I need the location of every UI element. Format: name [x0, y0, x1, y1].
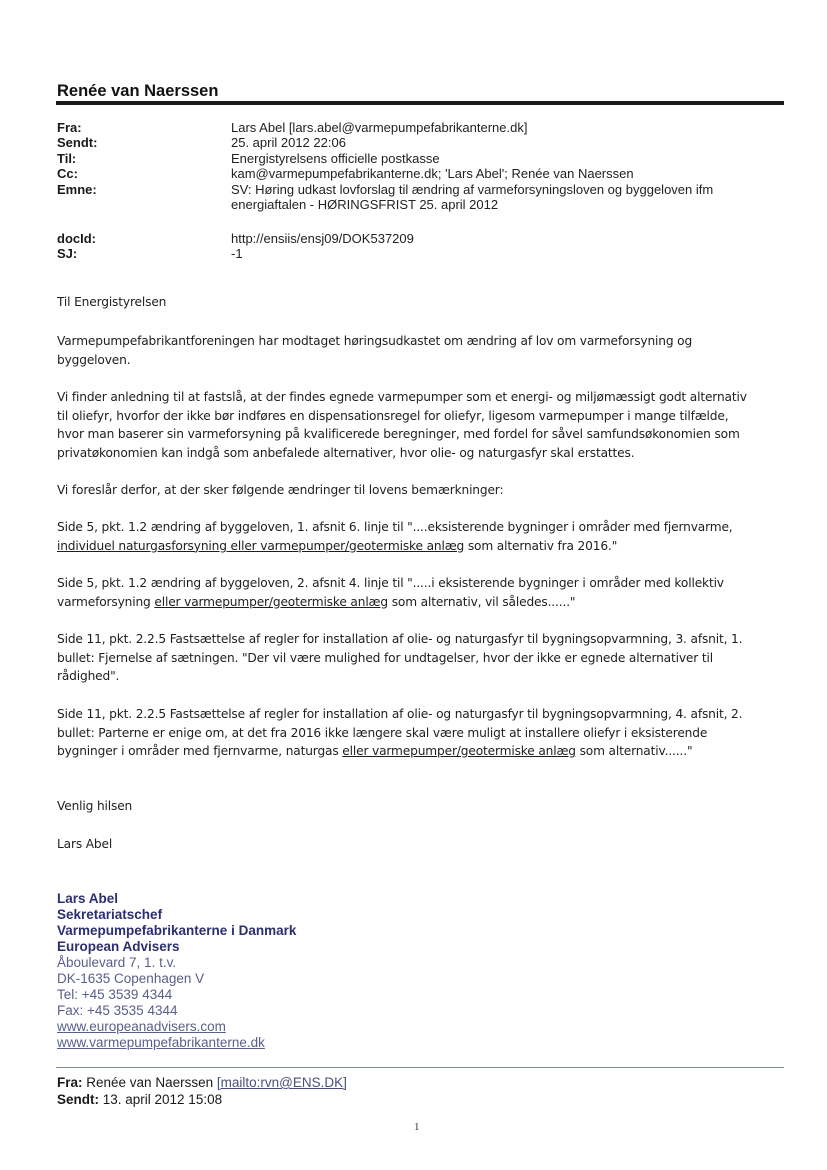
signature-name: Lars Abel — [57, 891, 119, 906]
paragraph: Vi foreslår derfor, at der sker følgende ændringer til lovens bemærkninger: — [57, 483, 504, 497]
text: varmeforsyning — [57, 594, 155, 609]
field-label: Cc: — [57, 166, 78, 181]
field-value: -1 — [231, 246, 243, 261]
line: privatøkonomien kan indgå som anbefalede alternativer, hvor olie- og naturgasfyr skal erstattes. — [57, 445, 635, 460]
line: Side 5, pkt. 1.2 ændring af byggeloven, 1. afsnit 6. linje til "....eksisterende bygninger i områder med fjernvarme, — [57, 520, 733, 534]
paragraph — [57, 630, 777, 686]
field-label: Til: — [57, 151, 77, 166]
paragraph — [57, 705, 777, 761]
underlined-text: eller varmepumper/geotermiske anlæg — [342, 744, 576, 758]
paragraph — [57, 388, 777, 462]
underlined-text: eller varmepumper/geotermiske anlæg — [154, 594, 388, 609]
signature-phone: Tel: +45 3539 4344 — [57, 987, 173, 1002]
text: som alternativ, vil således......" — [387, 594, 576, 609]
signature-link[interactable]: www.varmepumpefabrikanterne.dk — [57, 1035, 265, 1050]
line: byggeloven. — [57, 352, 131, 367]
line: til oliefyr, hvorfor der ikke bør indføres en dispensationsregel for oliefyr, ligesom varmepumper i mange tilfælde, — [57, 408, 729, 423]
line — [57, 537, 777, 556]
paragraph — [57, 518, 777, 555]
paragraph — [57, 332, 777, 369]
line — [57, 593, 777, 612]
line — [57, 742, 777, 761]
forwarded-sent — [57, 1092, 222, 1108]
mailto-link[interactable]: [mailto:rvn@ENS.DK] — [216, 1075, 347, 1090]
signature — [57, 891, 296, 1051]
line: Side 11, pkt. 2.2.5 Fastsættelse af regler for installation af olie- og naturgasfyr til bygningsopvarmning, 4. afsnit, 2. — [57, 707, 743, 721]
signature-address: Åboulevard 7, 1. t.v. — [57, 955, 177, 970]
field-label: Fra: — [57, 1075, 83, 1090]
field-label: Emne: — [57, 182, 97, 197]
signature-link[interactable]: www.europeanadvisers.com — [57, 1019, 226, 1034]
line: Side 11, pkt. 2.2.5 Fastsættelse af regler for installation af olie- og naturgasfyr til bygningsopvarmning, 3. afsnit, 1. — [57, 632, 743, 646]
field-value: kam@varmepumpefabrikanterne.dk; 'Lars Abel'; Renée van Naerssen — [231, 166, 634, 181]
closing-name: Lars Abel — [57, 837, 113, 851]
signature-title: Sekretariatschef — [57, 907, 163, 922]
line: Varmepumpefabrikantforeningen har modtaget høringsudkastet om ændring af lov om varmeforsyning og — [57, 334, 693, 348]
line: rådighed". — [57, 669, 120, 683]
line: hvor man baserer sin varmeforsyning på kvalificerede beregninger, med fordel for såvel samfundsøkonomien som — [57, 427, 740, 441]
line: bullet: Parterne er enige om, at det fra 2016 ikke længere skal være muligt at installere oliefyr i eksisterende — [57, 725, 708, 740]
field-value: Renée van Naerssen — [82, 1075, 217, 1090]
line: bullet: Fjernelse af sætningen. "Der vil være mulighed for undtagelser, hvor der ikke er egnede alternativer til — [57, 650, 713, 665]
signature-org: Varmepumpefabrikanterne i Danmark — [57, 923, 297, 938]
field-label: docId: — [57, 231, 96, 246]
signature-org: European Advisers — [57, 939, 180, 954]
line: Side 5, pkt. 1.2 ændring af byggeloven, 2. afsnit 4. linje til ".....i eksisterende bygninger i områder med kollektiv — [57, 576, 724, 590]
signature-fax: Fax: +45 3535 4344 — [57, 1003, 178, 1018]
text: bygninger i områder med fjernvarme, naturgas — [57, 744, 343, 758]
field-value: 25. april 2012 22:06 — [231, 135, 346, 150]
field-value: 13. april 2012 15:08 — [99, 1092, 223, 1107]
page-number: 1 — [414, 1121, 420, 1133]
signature-address: DK-1635 Copenhagen V — [57, 971, 205, 986]
field-value: energiaftalen - HØRINGSFRIST 25. april 2012 — [231, 197, 499, 212]
closing: Venlig hilsen — [57, 799, 133, 813]
text: som alternativ......" — [575, 744, 693, 758]
line: Vi finder anledning til at fastslå, at der findes egnede varmepumper som et energi- og miljømæssigt godt alternativ — [57, 390, 747, 404]
separator-rule — [56, 1067, 784, 1068]
paragraph — [57, 574, 777, 611]
sender-name: Renée van Naerssen — [57, 82, 219, 100]
field-label: Fra: — [57, 120, 82, 135]
field-label: Sendt: — [57, 135, 98, 150]
greeting: Til Energistyrelsen — [57, 295, 167, 309]
header-rule — [56, 101, 784, 105]
field-label: SJ: — [57, 246, 78, 261]
field-value: SV: Høring udkast lovforslag til ændring af varmeforsyningsloven og byggeloven ifm — [231, 182, 714, 197]
field-value: Energistyrelsens officielle postkasse — [231, 151, 440, 166]
forwarded-from — [57, 1075, 347, 1091]
field-value: http://ensiis/ensj09/DOK537209 — [231, 231, 414, 246]
field-value: Lars Abel [lars.abel@varmepumpefabrikanterne.dk] — [231, 120, 528, 135]
text: som alternativ fra 2016." — [464, 538, 618, 553]
underlined-text: individuel naturgasforsyning eller varmepumper/geotermiske anlæg — [57, 538, 465, 553]
field-label: Sendt: — [57, 1092, 99, 1107]
